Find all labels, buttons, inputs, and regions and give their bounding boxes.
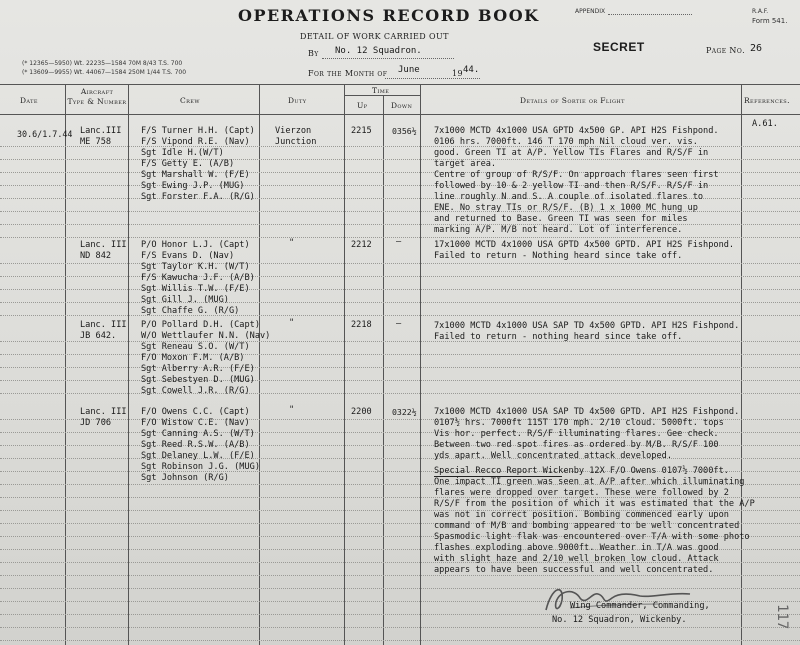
recco-line: flares were dropped over target. These were followed by 2 [434, 488, 729, 498]
folio-stamp: 117 [774, 604, 790, 630]
print-line-1: (* 12365—5950) Wt. 22235—1584 70M 8/43 T.S. 700 [22, 60, 183, 67]
col-details: Details of Sortie or Flight [520, 96, 625, 105]
time-up: 2215 [351, 126, 372, 136]
crew-member: P/O Honor L.J. (Capt) [141, 240, 250, 250]
details-line: marking A/P. M/B not heard. Lot of interference. [434, 225, 683, 235]
crew-member: Sgt Reed R.S.W. (A/B) [141, 440, 250, 450]
crew-member: F/S Getty E. (A/B) [141, 159, 235, 169]
col-duty: Duty [288, 96, 307, 105]
recco-line: was not in correct position. Bombing commenced early upon [434, 510, 729, 520]
crew-member: Sgt Gill J. (MUG) [141, 295, 229, 305]
crew-member: F/S Vipond R.E. (Nav) [141, 137, 250, 147]
crew-member: Sgt Delaney L.W. (F/E) [141, 451, 255, 461]
details-line: Centre of group of R/S/F. On approach flares seen first [434, 170, 719, 180]
page-no-label: Page No. [706, 46, 746, 55]
recco-line: R/S/F from the position of which it was estimated that the A/P [434, 499, 755, 509]
recco-line: appears to have been successful and well concentrated. [434, 565, 714, 575]
aircraft-serial: JD 706 [80, 418, 112, 428]
aircraft-serial: ND 842 [80, 251, 112, 261]
table-header-rule [0, 114, 800, 115]
crew-member: Sgt Idle H.(W/T) [141, 148, 224, 158]
crew-member: F/O Owens C.C. (Capt) [141, 407, 250, 417]
crew-member: Sgt Canning A.S. (W/T) [141, 429, 255, 439]
recco-line: Special Recco Report Wickenby 12X F/O Owens 0107½ 7000ft. [434, 466, 729, 476]
time-up: 2200 [351, 407, 372, 417]
col-rule-6 [420, 84, 421, 645]
details-line: 7x1000 MCTD 4x1000 USA SAP TD 4x500 GPTD. API H2S Fishpond. [434, 321, 740, 331]
details-line: Between two red spot fires as ordered by M/B. R/S/F 100 [434, 440, 719, 450]
recco-line: with slight haze and 2/10 well broken low cloud. Attack [434, 554, 719, 564]
col-aircraft: Aircraft Type & Number [67, 87, 127, 106]
details-line: 7x1000 MCTD 4x1000 USA SAP TD 4x500 GPTD. API H2S Fishpond. [434, 407, 740, 417]
details-line: and returned to Base. Green TI was seen for miles [434, 214, 688, 224]
crew-member: Sgt Ewing J.P. (MUG) [141, 181, 245, 191]
crew-member: Sgt Johnson (R/G) [141, 473, 229, 483]
col-rule-1 [65, 84, 66, 645]
col-rule-3 [259, 84, 260, 645]
details-line: Vis hor. perfect. R/S/F illuminating flares. Gee check. [434, 429, 719, 439]
duty-target: Vierzon Junction [275, 126, 317, 147]
secret-stamp: SECRET [593, 40, 645, 54]
print-line-2: (* 13609—9955) Wt. 44067—1584 250M 1/44 T.S. 700 [22, 69, 187, 76]
crew-member: Sgt Robinson J.G. (MUG) [141, 462, 260, 472]
details-line: ENE. No stray TIs or R/S/F. (B) 1 x 1000 MC hung up [434, 203, 698, 213]
crew-member: F/S Turner H.H. (Capt) [141, 126, 255, 136]
crew-member: Sgt Forster F.A. (R/G) [141, 192, 255, 202]
crew-member: W/O Wettlaufer N.N. (Nav) [141, 331, 271, 341]
time-split-rule [344, 95, 420, 96]
aircraft-serial: JB 642. [80, 331, 117, 341]
by-label: By [308, 49, 319, 58]
squadron-name: No. 12 Squadron. [335, 46, 422, 56]
details-line: yds apart. Well concentrated attack developed. [434, 451, 672, 461]
time-down: — [396, 237, 402, 247]
crew-member: Sgt Taylor K.H. (W/T) [141, 262, 250, 272]
appendix-label: APPENDIX [575, 8, 606, 15]
col-time-down: Down [391, 101, 413, 110]
crew-member: Sgt Willis T.W. (F/E) [141, 284, 250, 294]
duty-ditto: " [289, 238, 295, 248]
crew-member: F/O Wistow C.E. (Nav) [141, 418, 250, 428]
time-down: — [396, 319, 402, 329]
page-subtitle: DETAIL OF WORK CARRIED OUT [300, 32, 449, 41]
year-prefix: 19 [452, 69, 463, 78]
crew-member: F/S Kawucha J.F. (A/B) [141, 273, 255, 283]
crew-member: Sgt Marshall W. (F/E) [141, 170, 250, 180]
reference-code: A.61. [752, 119, 778, 129]
duty-ditto: " [289, 405, 295, 415]
time-down: 0322½ [392, 407, 417, 417]
details-line: good. Green TI at A/P. Yellow TIs Flares and R/S/F in [434, 148, 709, 158]
crew-member: Sgt Sebestyen D. (MUG) [141, 375, 255, 385]
crew-member: F/O Moxon F.M. (A/B) [141, 353, 245, 363]
details-line: 7x1000 MCTD 4x1000 USA GPTD 4x500 GP. API H2S Fishpond. [434, 126, 719, 136]
details-line: 17x1000 MCTD 4x1000 USA GPTD 4x500 GPTD. API H2S Fishpond. [434, 240, 735, 250]
aircraft-type: Lanc.III [80, 126, 122, 136]
crew-member: Sgt Chaffe G. (R/G) [141, 306, 240, 316]
col-references: References. [744, 96, 790, 105]
recco-line: command of M/B and bombing appeared to be well concentrated [434, 521, 740, 531]
form-code: R.A.F. [752, 8, 769, 15]
page-title: OPERATIONS RECORD BOOK [238, 6, 540, 25]
crew-member: P/O Pollard D.H. (Capt) [141, 320, 260, 330]
form-number: Form 541. [752, 17, 788, 25]
entry-date: 30.6/1.7.44 [17, 129, 73, 139]
aircraft-type: Lanc. III [80, 240, 127, 250]
col-crew: Crew [180, 96, 200, 105]
page-number: 26 [750, 43, 763, 54]
year-value: 44. [463, 65, 480, 75]
table-top-rule [0, 84, 800, 85]
col-rule-4 [344, 84, 345, 645]
details-line: target area. [434, 159, 497, 169]
time-up: 2218 [351, 320, 372, 330]
details-line: Failed to return - Nothing heard since take off. [434, 251, 683, 261]
month-label: For the Month of [308, 69, 388, 78]
col-time-up: Up [357, 101, 368, 110]
crew-member: Sgt Cowell J.R. (R/G) [141, 386, 250, 396]
details-line: line roughly N and S. A couple of isolated flares to [434, 192, 704, 202]
time-up: 2212 [351, 240, 372, 250]
recco-line: One impact TI green was seen at A/P after which illuminating [434, 477, 745, 487]
month-line [385, 78, 480, 79]
recco-line: Spasmodic light flak was encountered over T/A with some photo [434, 532, 750, 542]
signature-unit: No. 12 Squadron, Wickenby. [552, 615, 687, 625]
col-rule-2 [128, 84, 129, 645]
details-line: 0107½ hrs. 7000ft 115T 170 mph. 2/10 cloud. 5000ft. tops [434, 418, 724, 428]
signature-title: Wing Commander, Commanding, [570, 601, 710, 611]
duty-ditto: " [289, 318, 295, 328]
appendix-line [608, 14, 692, 15]
col-rule-7 [741, 84, 742, 645]
col-date: Date [20, 96, 38, 105]
crew-member: F/S Evans D. (Nav) [141, 251, 235, 261]
crew-member: Sgt Reneau S.O. (W/T) [141, 342, 250, 352]
details-line: Failed to return - nothing heard since take off. [434, 332, 683, 342]
month-value: June [398, 65, 420, 75]
aircraft-type: Lanc. III [80, 407, 127, 417]
crew-member: Sgt Alberry A.R. (F/E) [141, 364, 255, 374]
aircraft-serial: ME 758 [80, 137, 112, 147]
time-down: 0356½ [392, 126, 417, 136]
by-line [322, 58, 454, 59]
aircraft-type: Lanc. III [80, 320, 127, 330]
details-line: 0106 hrs. 7000ft. 146 T 170 mph Nil cloud ver. vis. [434, 137, 698, 147]
details-line: followed by 10 & 2 yellow TI and then R/S/F. R/S/F in [434, 181, 709, 191]
recco-line: flashes exploding above 9000ft. Weather in T/A was good [434, 543, 719, 553]
col-time: Time [372, 86, 390, 95]
